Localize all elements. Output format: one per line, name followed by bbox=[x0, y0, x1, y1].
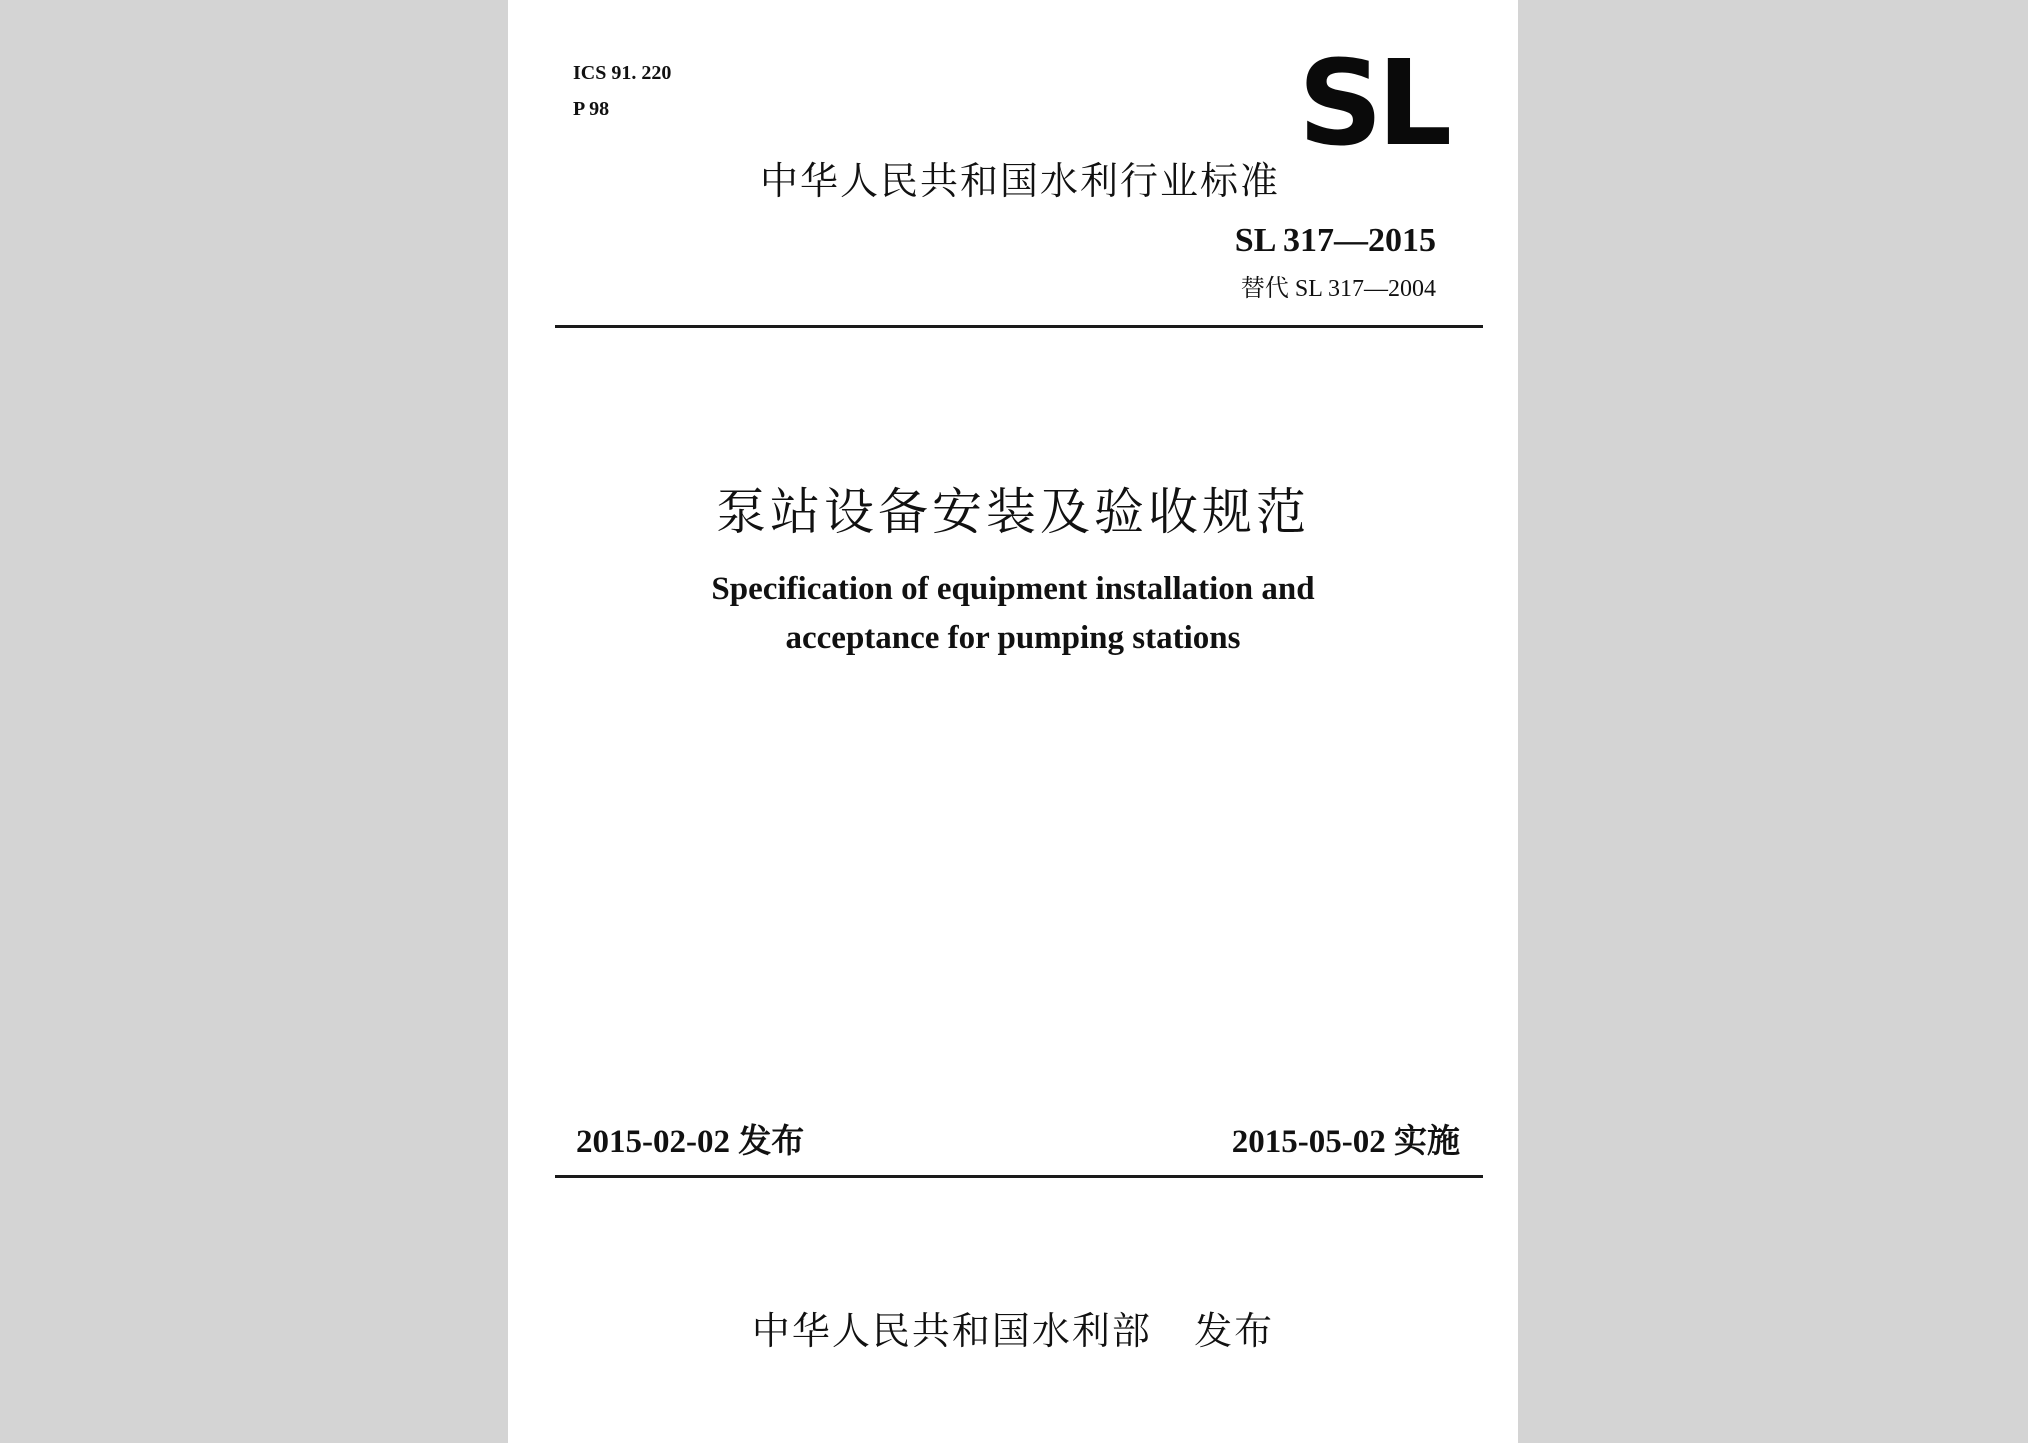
title-english bbox=[508, 565, 1518, 663]
classification-codes bbox=[573, 55, 671, 127]
implementation-date: 2015-05-02 实施 bbox=[1231, 1124, 1460, 1160]
issue-date: 2015-02-02 发布 bbox=[576, 1124, 805, 1160]
bottom-divider bbox=[555, 1175, 1483, 1178]
replaces-standard: 替代 SL 317—2004 bbox=[1240, 276, 1436, 302]
ics-code: ICS 91. 220 bbox=[573, 62, 672, 84]
title-chinese: 泵站设备安装及验收规范 bbox=[716, 483, 1310, 541]
title-english-line1: Specification of equipment installation and bbox=[711, 571, 1315, 607]
sl-logo: SL bbox=[1298, 34, 1447, 172]
industry-standard-heading: 中华人民共和国水利行业标准 bbox=[760, 159, 1281, 203]
p-code: P 98 bbox=[573, 98, 610, 120]
top-divider bbox=[555, 325, 1483, 328]
standard-number: SL 317—2015 bbox=[1234, 222, 1436, 259]
title-english-line2: acceptance for pumping stations bbox=[785, 620, 1241, 656]
document-page bbox=[508, 0, 1518, 1443]
publisher: 中华人民共和国水利部 发布 bbox=[751, 1309, 1275, 1353]
